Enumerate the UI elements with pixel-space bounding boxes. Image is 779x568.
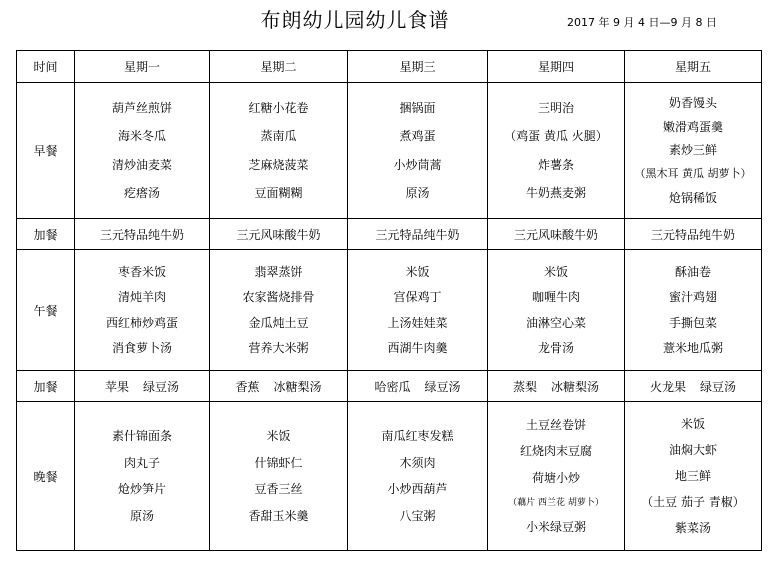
dish: 翡翠蒸饼 (254, 264, 303, 279)
breakfast-cell (625, 83, 762, 219)
dish: 嫩滑鸡蛋羹 (662, 119, 723, 134)
dish: 油焖大虾 (668, 443, 717, 457)
dish: 牛奶燕麦粥 (525, 186, 586, 201)
dish: 宫保鸡丁 (393, 290, 442, 305)
dish: 西红柿炒鸡蛋 (105, 315, 178, 330)
day-header: 星期一 (75, 51, 210, 83)
lunch-row (17, 250, 762, 371)
lunch-cell (488, 250, 625, 371)
dish: 龙骨汤 (537, 341, 574, 356)
dish-ingredients: （藕片 西兰花 胡萝卜） (508, 497, 604, 508)
meal-label-snack: 加餐 (17, 219, 75, 250)
breakfast-cell (488, 83, 625, 219)
day-header: 星期四 (488, 51, 625, 83)
dish: 红烧肉末豆腐 (519, 444, 592, 459)
snack-drink: 绿豆汤 (700, 379, 737, 394)
snack-cell: 三元特品纯牛奶 (348, 219, 488, 250)
dish: 蒸南瓜 (260, 129, 297, 144)
dish: 南瓜红枣发糕 (381, 429, 454, 444)
dish: 煮鸡蛋 (399, 129, 436, 144)
dish: 疙瘩汤 (123, 186, 160, 201)
dish: 酥油卷 (674, 264, 711, 279)
snack-cell: 三元特品纯牛奶 (625, 219, 762, 250)
dish: 芝麻烧菠菜 (248, 157, 309, 172)
meal-label-lunch: 午餐 (17, 250, 75, 371)
dish: 米饭 (680, 417, 705, 431)
snack-cell (348, 371, 488, 402)
dish: 炝锅稀饭 (668, 191, 717, 206)
dish: 捆锅面 (399, 100, 436, 115)
dish: 农家酱烧排骨 (242, 290, 315, 305)
dish: 什锦虾仁 (254, 455, 303, 470)
snack-fruit: 苹果 (104, 379, 129, 394)
snack-cell (210, 371, 348, 402)
dinner-cell (625, 402, 762, 551)
menu-table (16, 50, 762, 551)
afternoon-snack-row (17, 371, 762, 402)
lunch-cell (348, 250, 488, 371)
dinner-cell (348, 402, 488, 551)
snack-cell (75, 371, 210, 402)
dish: 蜜汁鸡翅 (668, 290, 717, 305)
dish: 原汤 (405, 186, 430, 201)
breakfast-cell (75, 83, 210, 219)
dish: 米饭 (266, 429, 291, 444)
dish: 手撕包菜 (668, 315, 717, 330)
dish: 葫芦丝煎饼 (111, 100, 172, 115)
dish: 土豆丝卷饼 (525, 417, 586, 432)
dish: 荷塘小炒 (531, 470, 580, 485)
dish: 油淋空心菜 (525, 315, 586, 330)
snack-cell: 三元风味酸牛奶 (210, 219, 348, 250)
dish: 木须肉 (399, 455, 436, 470)
dish: 金瓜炖土豆 (248, 315, 309, 330)
dish: 豆面糊糊 (254, 186, 303, 201)
snack-cell: 三元特品纯牛奶 (75, 219, 210, 250)
snack-drink: 冰糖梨汤 (273, 379, 322, 394)
dish-ingredients: （土豆 茄子 青椒） (641, 495, 745, 509)
day-header: 星期三 (348, 51, 488, 83)
page-title: 布朗幼儿园幼儿食谱 (260, 8, 450, 32)
dish: 营养大米粥 (248, 341, 309, 356)
dish: 红糖小花卷 (248, 100, 309, 115)
dish: 米饭 (543, 264, 568, 279)
snack-cell (488, 371, 625, 402)
dish: 奶香馒头 (668, 95, 717, 110)
dish: 八宝粥 (399, 508, 436, 523)
header-row (17, 51, 762, 83)
dish-ingredients: （黑木耳 黄瓜 胡萝卜） (634, 167, 752, 181)
dish: 枣香米饭 (117, 264, 166, 279)
dish: 清炒油麦菜 (111, 157, 172, 172)
lunch-cell (75, 250, 210, 371)
dish: 清炖羊肉 (117, 290, 166, 305)
breakfast-cell (210, 83, 348, 219)
dish: 小炒茼蒿 (393, 157, 442, 172)
snack-fruit: 火龙果 (649, 379, 686, 394)
meal-label-breakfast: 早餐 (17, 83, 75, 219)
dish: 西湖牛肉羹 (387, 341, 448, 356)
dish: 豆香三丝 (254, 482, 303, 497)
snack-fruit: 香蕉 (235, 379, 260, 394)
meal-label-dinner: 晚餐 (17, 402, 75, 551)
dish: 小米绿豆粥 (525, 520, 586, 535)
dish: 海米冬瓜 (117, 129, 166, 144)
dish: 上汤娃娃菜 (387, 315, 448, 330)
dinner-cell (210, 402, 348, 551)
lunch-cell (210, 250, 348, 371)
snack-drink: 冰糖梨汤 (551, 379, 600, 394)
dish: 消食萝卜汤 (111, 341, 172, 356)
dish: 三明治 (537, 100, 574, 115)
dish: 炝炒笋片 (117, 482, 166, 497)
dinner-row (17, 402, 762, 551)
day-header: 星期二 (210, 51, 348, 83)
dish: 紫菜汤 (674, 521, 711, 535)
dish: 原汤 (129, 508, 154, 523)
date-range: 2017 年 9 月 4 日—9 月 8 日 (567, 16, 717, 29)
dish: 素什锦面条 (111, 429, 172, 444)
snack-fruit: 蒸梨 (512, 379, 537, 394)
dish: 咖喱牛肉 (531, 290, 580, 305)
morning-snack-row (17, 219, 762, 250)
breakfast-row (17, 83, 762, 219)
day-header: 星期五 (625, 51, 762, 83)
dinner-cell (75, 402, 210, 551)
dish: 炸薯条 (537, 157, 574, 172)
dish: 米饭 (405, 264, 430, 279)
lunch-cell (625, 250, 762, 371)
meal-label-snack: 加餐 (17, 371, 75, 402)
dish: 香甜玉米羹 (248, 508, 309, 523)
snack-drink: 绿豆汤 (424, 379, 461, 394)
snack-cell: 三元风味酸牛奶 (488, 219, 625, 250)
snack-drink: 绿豆汤 (143, 379, 180, 394)
dinner-cell (488, 402, 625, 551)
dish: 小炒西葫芦 (387, 482, 448, 497)
breakfast-cell (348, 83, 488, 219)
dish: 薏米地瓜粥 (662, 341, 723, 356)
dish-ingredients: （鸡蛋 黄瓜 火腿） (504, 129, 608, 144)
dish: 肉丸子 (123, 455, 160, 470)
dish: 地三鲜 (674, 469, 711, 483)
snack-cell (625, 371, 762, 402)
dish: 素炒三鲜 (668, 143, 717, 158)
snack-fruit: 哈密瓜 (374, 379, 411, 394)
corner-label: 时间 (17, 51, 75, 83)
